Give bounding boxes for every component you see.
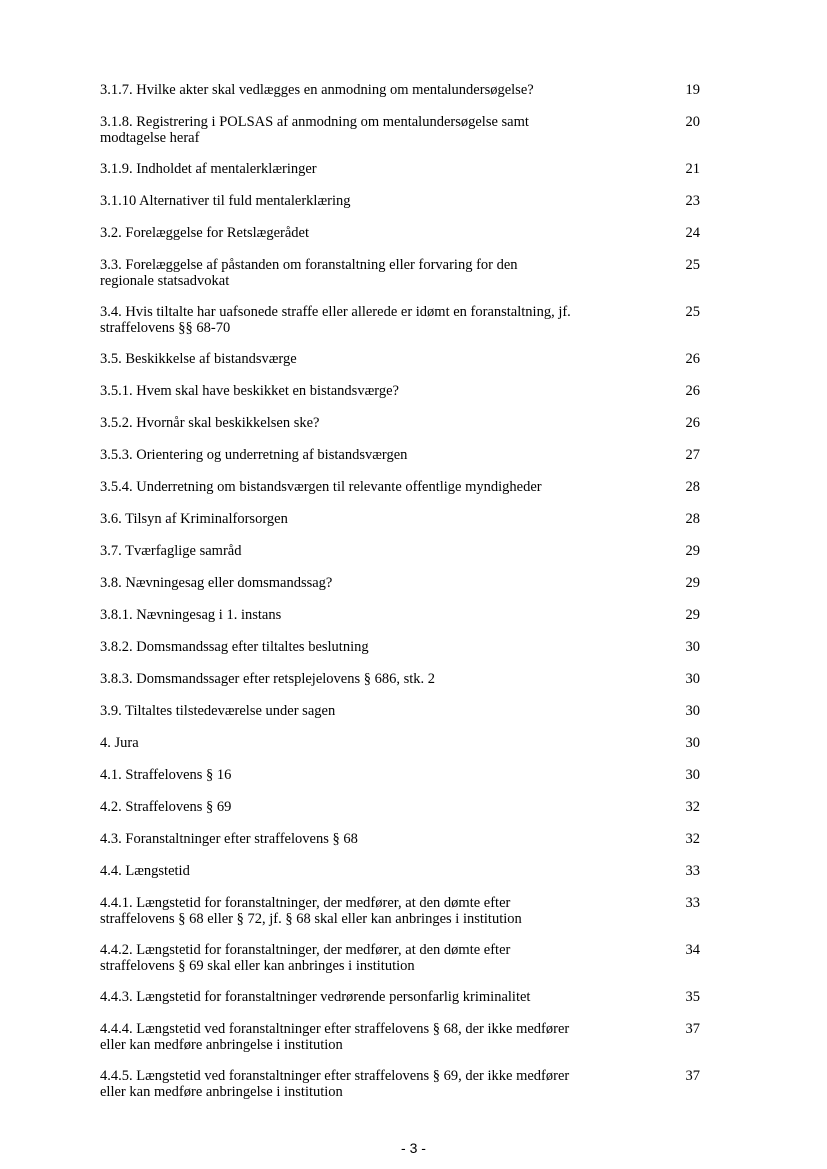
- toc-entry: [100, 799, 700, 815]
- toc-entry: [100, 1068, 700, 1100]
- toc-entry-title: 3.1.9. Indholdet af mentalerklæringer: [100, 161, 317, 177]
- toc-entry-page: 28: [685, 511, 700, 527]
- toc-entry: [100, 575, 700, 591]
- toc-entry: [100, 1021, 700, 1053]
- toc-entry-page: 37: [685, 1021, 700, 1037]
- toc-entry-title: 4.4. Længstetid: [100, 863, 190, 879]
- toc-entry-title: 4.1. Straffelovens § 16: [100, 767, 232, 783]
- toc-entry-page: 34: [685, 942, 700, 958]
- toc-entry-page: 25: [685, 304, 700, 320]
- toc-entry: [100, 989, 700, 1005]
- toc-entry: [100, 193, 700, 209]
- toc-entry-page: 32: [685, 799, 700, 815]
- toc-entry-title: 3.5.4. Underretning om bistandsværgen til relevante offentlige myndigheder: [100, 479, 542, 495]
- toc-entry-title: 3.7. Tværfaglige samråd: [100, 543, 242, 559]
- toc-entry: [100, 161, 700, 177]
- toc-entry: [100, 511, 700, 527]
- toc-entry-page: 30: [685, 735, 700, 751]
- toc-entry-page: 25: [685, 257, 700, 273]
- toc-entry-title: 3.9. Tiltaltes tilstedeværelse under sagen: [100, 703, 336, 719]
- toc-entry-title: 3.1.7. Hvilke akter skal vedlægges en anmodning om mentalundersøgelse?: [100, 82, 534, 98]
- toc-entry: [100, 479, 700, 495]
- toc-entry-page: 30: [685, 639, 700, 655]
- toc-entry-page: 29: [685, 543, 700, 559]
- toc-entry: [100, 895, 700, 927]
- toc-entry-title: 4.4.4. Længstetid ved foranstaltninger efter straffelovens § 68, der ikke medfører eller kan medføre anbringelse i institution: [100, 1021, 570, 1053]
- toc-entry: [100, 607, 700, 623]
- toc-entry-title: 3.5. Beskikkelse af bistandsværge: [100, 351, 297, 367]
- table-of-contents: [100, 82, 700, 1100]
- toc-entry-title: 4.2. Straffelovens § 69: [100, 799, 232, 815]
- toc-entry: [100, 942, 700, 974]
- toc-entry-title: 4.4.3. Længstetid for foranstaltninger vedrørende personfarlig kriminalitet: [100, 989, 531, 1005]
- toc-entry-title: 3.5.2. Hvornår skal beskikkelsen ske?: [100, 415, 320, 431]
- toc-entry: [100, 415, 700, 431]
- toc-entry-page: 32: [685, 831, 700, 847]
- toc-entry-title: 3.1.10 Alternativer til fuld mentalerklæring: [100, 193, 351, 209]
- toc-entry: [100, 447, 700, 463]
- toc-entry: [100, 703, 700, 719]
- toc-entry-title: 3.2. Forelæggelse for Retslægerådet: [100, 225, 309, 241]
- toc-entry-title: 3.8. Nævningesag eller domsmandssag?: [100, 575, 333, 591]
- toc-entry-page: 37: [685, 1068, 700, 1084]
- page-number: - 3 -: [401, 1140, 426, 1156]
- toc-entry-title: 3.5.3. Orientering og underretning af bistandsværgen: [100, 447, 408, 463]
- toc-entry: [100, 82, 700, 98]
- toc-entry-title: 3.6. Tilsyn af Kriminalforsorgen: [100, 511, 288, 527]
- toc-entry: [100, 767, 700, 783]
- toc-entry-page: 26: [685, 383, 700, 399]
- toc-entry: [100, 671, 700, 687]
- toc-entry-title: 3.5.1. Hvem skal have beskikket en bistandsværge?: [100, 383, 399, 399]
- toc-entry: [100, 639, 700, 655]
- toc-entry-title: 3.1.8. Registrering i POLSAS af anmodning om mentalundersøgelse samt modtagelse heraf: [100, 114, 529, 146]
- toc-entry-title: 3.4. Hvis tiltalte har uafsonede straffe eller allerede er idømt en foranstaltning, jf. straffelovens §§ 68-70: [100, 304, 571, 336]
- toc-entry-page: 21: [685, 161, 700, 177]
- toc-entry: [100, 831, 700, 847]
- toc-entry-title: 3.8.2. Domsmandssag efter tiltaltes beslutning: [100, 639, 369, 655]
- toc-entry-page: 30: [685, 703, 700, 719]
- toc-entry-title: 3.8.3. Domsmandssager efter retsplejelovens § 686, stk. 2: [100, 671, 436, 687]
- toc-entry-page: 33: [685, 863, 700, 879]
- toc-entry-page: 20: [685, 114, 700, 130]
- toc-entry-title: 4. Jura: [100, 735, 139, 751]
- toc-entry-title: 4.4.5. Længstetid ved foranstaltninger efter straffelovens § 69, der ikke medfører eller kan medføre anbringelse i institution: [100, 1068, 570, 1100]
- toc-entry: [100, 735, 700, 751]
- toc-entry: [100, 257, 700, 289]
- toc-entry-title: 4.4.1. Længstetid for foranstaltninger, der medfører, at den dømte efter straffelovens § 68 eller § 72, jf. § 68 skal eller kan anbringes i institution: [100, 895, 522, 927]
- toc-entry-page: 26: [685, 415, 700, 431]
- toc-entry: [100, 304, 700, 336]
- toc-entry-page: 30: [685, 671, 700, 687]
- toc-entry-page: 29: [685, 607, 700, 623]
- toc-entry: [100, 225, 700, 241]
- toc-entry-page: 23: [685, 193, 700, 209]
- toc-entry-page: 30: [685, 767, 700, 783]
- toc-entry-page: 26: [685, 351, 700, 367]
- toc-entry-page: 19: [685, 82, 700, 98]
- toc-entry: [100, 543, 700, 559]
- toc-entry-page: 29: [685, 575, 700, 591]
- toc-entry: [100, 351, 700, 367]
- toc-entry-title: 4.3. Foranstaltninger efter straffelovens § 68: [100, 831, 358, 847]
- toc-entry-page: 33: [685, 895, 700, 911]
- toc-entry-page: 28: [685, 479, 700, 495]
- toc-entry: [100, 863, 700, 879]
- toc-entry-page: 35: [685, 989, 700, 1005]
- toc-entry: [100, 114, 700, 146]
- toc-entry-title: 4.4.2. Længstetid for foranstaltninger, der medfører, at den dømte efter straffelovens § 69 skal eller kan anbringes i institution: [100, 942, 511, 974]
- toc-entry-page: 24: [685, 225, 700, 241]
- toc-entry-title: 3.8.1. Nævningesag i 1. instans: [100, 607, 282, 623]
- toc-entry-page: 27: [685, 447, 700, 463]
- toc-entry-title: 3.3. Forelæggelse af påstanden om foranstaltning eller forvaring for den regionale statsadvokat: [100, 257, 518, 289]
- toc-entry: [100, 383, 700, 399]
